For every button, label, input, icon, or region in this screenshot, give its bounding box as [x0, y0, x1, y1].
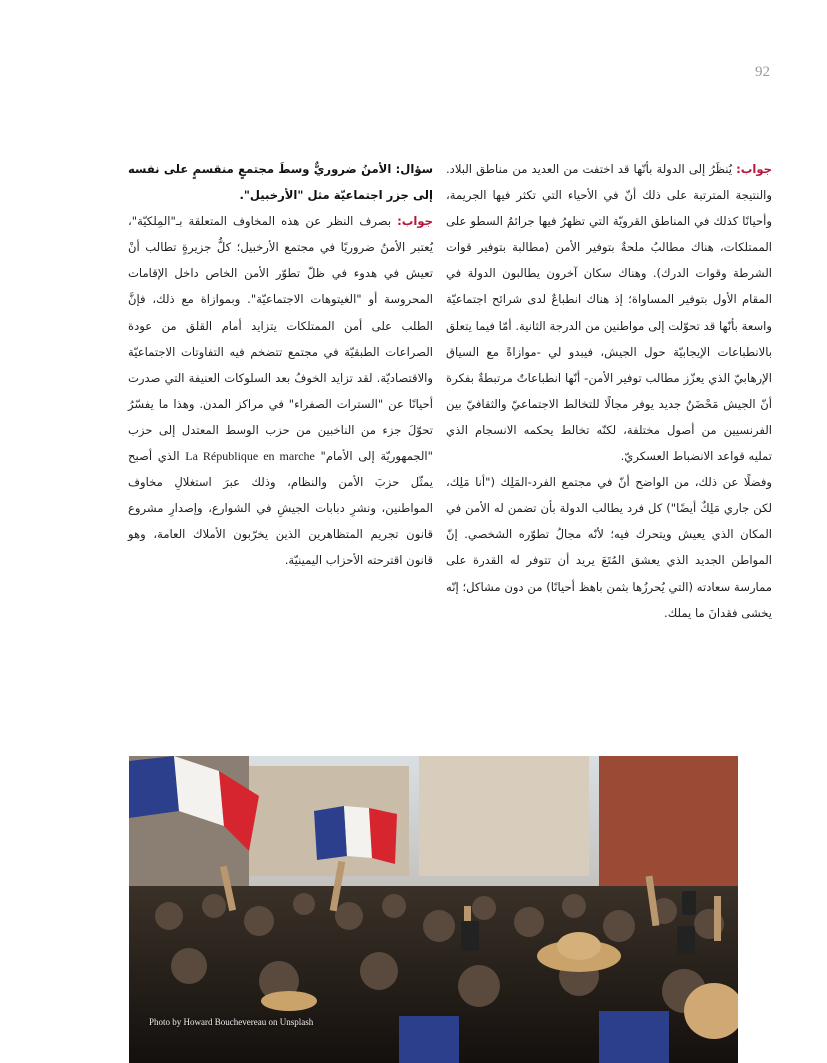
answer-paragraph-2: وفضلًا عن ذلك، من الواضح أنّ في مجتمع الفرد-المَلِك ("أنا مَلِك، لكن جاري مَلِكٌ أيضًا") كل فرد يطالب الدولة بأن تضمن له الأمن في المكان الذي يعيش ويتحرك فيه؛ لأنّه مجالُ تطوّره الشخصي. إنّ المواطن الجديد الذي يعشق المُتَعَ يريد أن تتوفر له القدرة على ممارسة سعادته (التي يُحرزُها بثمن باهظ أحيانًا) من دون مشاكل؛ إنّه يخشى فقدانَ ما يملك.: [446, 475, 772, 620]
building-center: [419, 756, 589, 876]
french-flag-small: [314, 806, 397, 864]
answer-label: جواب:: [397, 214, 434, 229]
answer-label: جواب:: [736, 162, 773, 176]
photo-credit: Photo by Howard Bouchevereau on Unsplash: [149, 1017, 314, 1027]
party-name-latin: La République en marche: [185, 449, 315, 464]
page-number: 92: [755, 64, 770, 80]
shop-front-right: [599, 756, 738, 896]
interview-question: سؤال: الأمنُ ضروريٌّ وسطَ مجتمعٍ منقسمٍ على نفسه إلى جزر اجتماعيّة مثل "الأرخبيل".: [128, 162, 433, 203]
answer-text-before: بصرف النظر عن هذه المخاوف المتعلقة بـ"المِلكيّة"، يُعتبر الأمنُ ضروريًا في مجتمع الأرخبيل؛ كلُّ جزيرةٍ تطالب أنْ تعيش في هدوء في ظلّ تطوّر الأمن الخاص داخل الإقامات المحروسة أو "الغيتوهات الاجتماعيّة". وبموازاة مع ذلك، فإنَّ الطلب على أمن الممتلكات يتزايد أمام القلق من عودة الصراعات الطبقيّة في مجتمع تتضخم فيه التفاوتات الاجتماعيّة والاقتصاديّة. لقد تزايد الخوفُ بعد السلوكات العنيفة التي صدرت أحيانًا عن "السترات الصفراء" في مراكز المدن. وهذا ما يفسّرُ تحوّلَ جزء من الناخبين من حزب الوسط المعتدل إلى حزب "الجمهوريّة إلى الأمام": [128, 214, 433, 464]
right-column: [446, 156, 772, 626]
answer-paragraph-3: [128, 208, 433, 573]
left-column: [128, 156, 433, 574]
answer-paragraph-1: [446, 156, 772, 469]
crowd-photo: [129, 756, 738, 1063]
answer-text-after: الذي أصبح يمثّل حزبَ الأمن والنظام، وذلك عبرَ استغلالِ مخاوف المواطنين، ونشرِ دبابات الجيشِ في الشوارع، وإصدارِ مشروع قانون تجريم المتظاهرين الذين يخرّبون الأملاك العامة، وهو قانون اقترحته الأحزاب اليمينيّة.: [128, 449, 433, 568]
answer-text: يُنظَرُ إلى الدولة بأنّها قد اختفت من العديد من مناطق البلاد. والنتيجة المترتبة على ذلك أنّ في الأحياء التي تكثر فيها الجريمة، وأحيانًا كذلك في المناطق القرويّة التي تظهرُ فيها جرائمُ السطو على الممتلكات، هناك مطالبُ ملحةٌ بتوفير الأمن (مطالبة بتوفير قوات الشرطة وقوات الدرك). وهناك سكان آخرون يطالبون الدولة في المقام الأول بتوفير المساواة؛ إذ هناك انطباعٌ لدى شرائح اجتماعيّة واسعة بأنّها قد تحوّلت إلى مواطنين من الدرجة الثانية. أمّا فيما يتعلق بالانطباعات الإيجابيّة حول الجيش، فيبدو لي -موازاةً مع السياق الإرهابيّ الذي يعزّز مطالب توفير الأمن- أنّها انطباعاتٌ مرتبطةٌ بفكرة أنّ الجيش مَحْضَنٌ جديد يوفر مجالًا للتخالط الاجتماعيّ والثقافيّ بين الفرنسيين من أصول مختلفة، لكنّه تخالط يحكمه الانسجام الذي تمليه قواعد الانضباط العسكريّ.: [446, 162, 772, 464]
